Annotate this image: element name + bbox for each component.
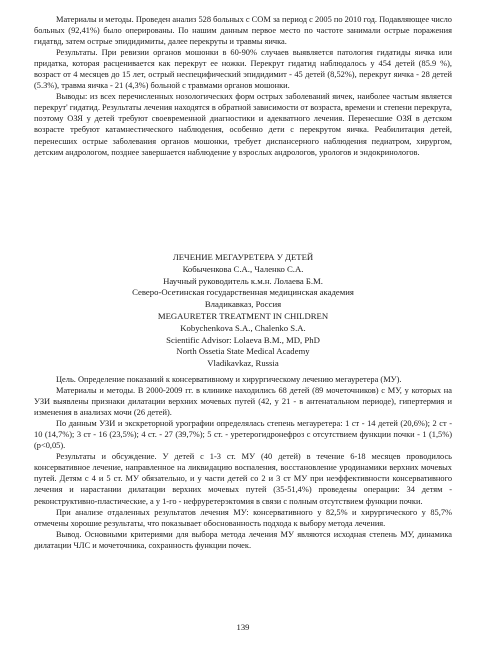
- paragraph-degrees: По данным УЗИ и экскреторной урографии определялась степень мегауретера: 1 ст - 14 детей (20,6%); 2 ст - 10 (14,7%); 3 ст - 16 (23,5%); 4 ст. - 27 (39,7%); 5 ст. - уретерогидронефроз с отсутствием функции почки - 1 (1,5%) (р<0,05).: [34, 419, 452, 451]
- city-ru: Владикавказ, Россия: [204, 299, 282, 310]
- paragraph-methods: Материалы и методы. Проведен анализ 528 больных с СОМ за период с 2005 по 2010 год. Подавляющее число больных (92,41%) было оперированы. По нашим данным первое место по частоте занимали острые поражения гидатвд, затем острые эпидидимиты, далее перекруты и травмы яичка.: [34, 15, 452, 47]
- paragraph-materials: Материалы и методы. В 2000-2009 гг. в клинике находились 68 детей (89 мочеточников) с МУ, у которых на УЗИ выявлены признаки дилатации верхних мочевых путей (42, у 21 - в антенатальном периоде), гипертермия и изменения в анализах мочи (26 детей).: [34, 386, 452, 418]
- abstract-body: [34, 374, 452, 551]
- city-en: Vladikavkaz, Russia: [207, 358, 279, 369]
- advisor-en: Scientific Advisor: Lolaeva B.M., MD, PhD: [166, 334, 320, 345]
- paragraph-analysis: При анализе отдаленных результатов лечения МУ: консервативного у 82,5% и хирургического у 85,7% отмечены хорошие результаты, что показывает обоснованность подхода к выбору метода лечения.: [34, 507, 452, 528]
- paragraph-conclusions: Выводы: из всех перечисленных нозологических форм острых заболеваний яичек, наиболее частым является перекрут' гидатид. Результаты лечения находятся в обратной зависимости от возраста, времени и степени перекрута, поэтому ОЗЯ у детей требуют своевременной диагностики и адекватного лечения. Перенесшие ОЗЯ в детском возрасте требуют катамнестического наблюдения, особенно дети с перекрутом яичка. Реабилитация детей, перенесших острые заболевания органов мошонки, требует диспансерного наблюдения педиатром, хирургом, детским андрологом, позднее завершается наблюдение у взрослых андрологов, урологов и эндокринологов.: [34, 92, 452, 157]
- authors-en: Kobychenkova S.A., Chalenko S.A.: [180, 322, 306, 333]
- title-en: MEGAURETER TREATMENT IN CHILDREN: [157, 310, 329, 321]
- paragraph-aim: Цель. Определение показаний к консервативному и хирургическому лечению мегауретера (МУ).: [56, 375, 402, 384]
- page-number: 139: [236, 622, 250, 632]
- paragraph-conclusion: Вывод. Основными критериями для выбора метода лечения МУ являются исходная степень МУ, динамика дилатации ЧЛС и мочеточника, сохранность функции почек.: [34, 529, 452, 550]
- advisor-ru: Научный руководитель к.м.н. Лолаева Б.М.: [163, 275, 323, 286]
- paragraph-discussion: Результаты и обсуждение. У детей с 1-3 ст. МУ (40 детей) в течение 6-18 месяцев проводилось консервативное лечение, направленное на ликвидацию воспаления, восстановление уродинамики верхних мочевых путей. Детям с 4 и 5 ст. МУ обязательно, и у части детей со 2 и 3 ст МУ при неэффективности консервативного лечения и нарастании дилатации верхних мочевых путей (35-51,4%) проведены операции: 34 детям - реконструктивно-пластические, а у 1-го - нефруретерэктомия в связи с полным отсутствием функции почки.: [34, 452, 452, 506]
- institution-ru: Северо-Осетинская государственная медицинская академия: [132, 287, 354, 298]
- previous-abstract-continuation: [34, 14, 452, 158]
- authors-ru: Кобыченкова С.А., Чаленко С.А.: [182, 263, 304, 274]
- abstract-heading: [34, 252, 452, 370]
- institution-en: North Ossetia State Medical Academy: [176, 346, 310, 357]
- title-ru: ЛЕЧЕНИЕ МЕГАУРЕТЕРА У ДЕТЕЙ: [172, 252, 314, 262]
- paragraph-results: Результаты. При ревизии органов мошонки в 60-90% случаев выявляется патология гидатиды яичка или придатка, которая расценивается как перекрут ее ножки. Перекрут гидатид наблюдалось у 454 детей (85.9 %), возраст от 4 месяцев до 15 лет, острый неспецифический эпидидимит - 45 детей (8,52%), перекрут яичка - 28 детей (5.3%), травма яичка - 21 (4,3%) больной с травмами органов мошонки.: [34, 48, 452, 91]
